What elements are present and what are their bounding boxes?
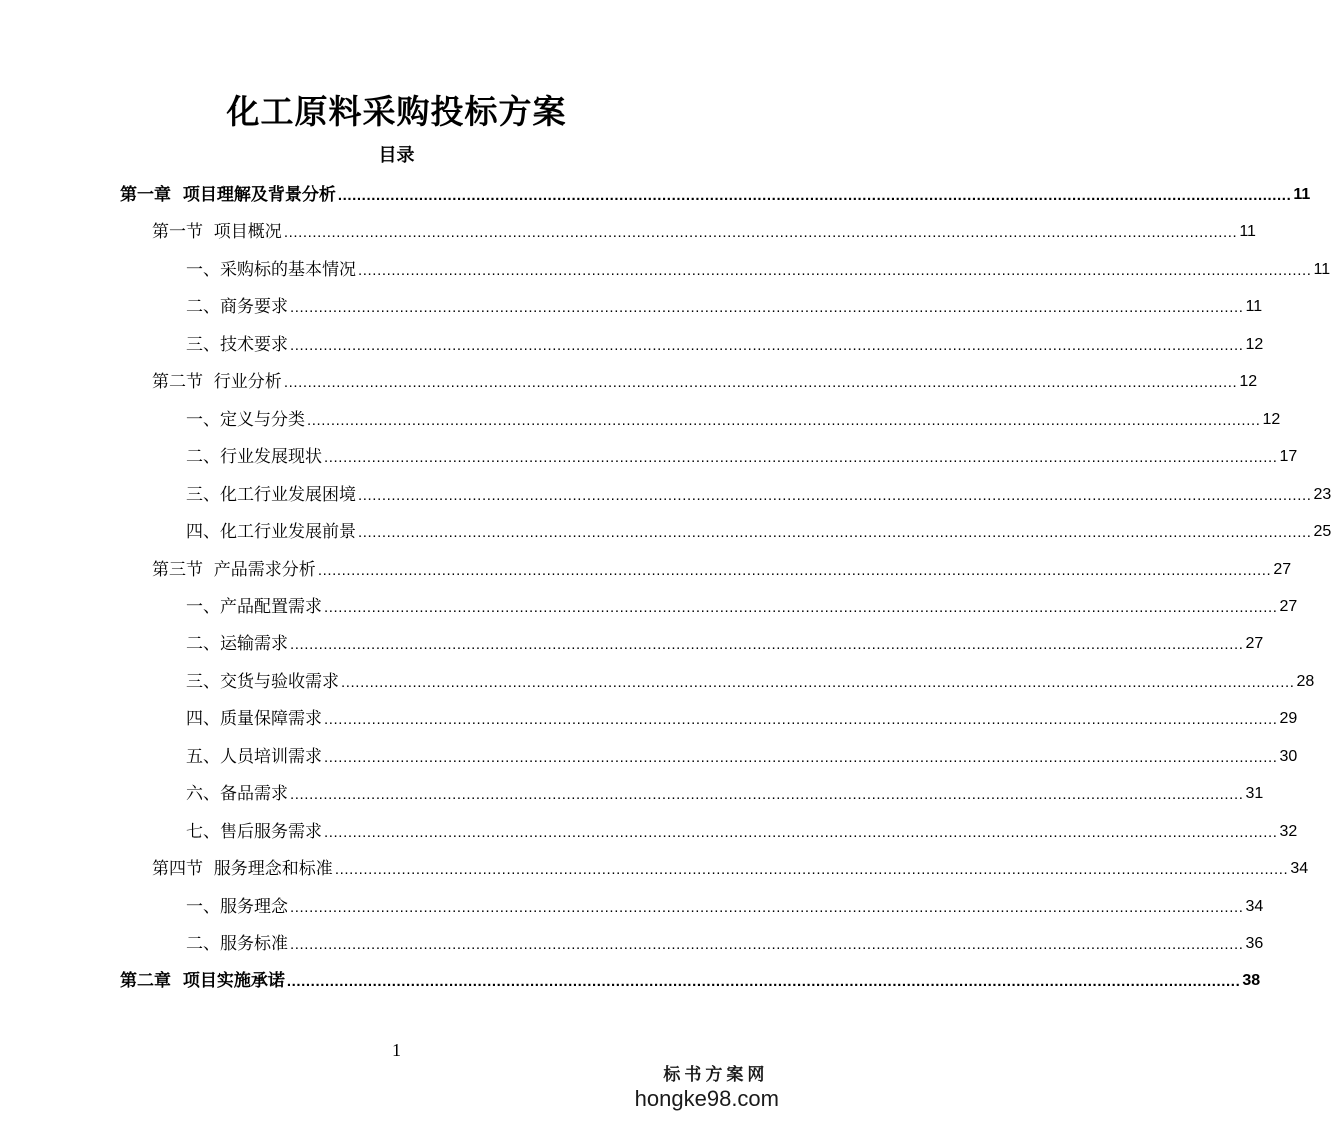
watermark-logo	[635, 1064, 779, 1112]
toc-entry-label: 四、化工行业发展前景	[186, 522, 356, 543]
toc-entry-label: 六、备品需求	[186, 784, 288, 805]
toc-leader-dots: ........................................................................................................................................................................................................	[337, 187, 1292, 204]
toc-leader-dots: ........................................................................................................................................................................................................	[283, 374, 1238, 392]
toc-entry-label: 一、采购标的基本情况	[186, 259, 356, 280]
toc-entry-section[interactable]	[152, 363, 1258, 393]
toc-leader-dots: ........................................................................................................................................................................................................	[324, 748, 1278, 766]
toc-entry-page: 27	[1279, 597, 1298, 615]
toc-leader-dots: ........................................................................................................................................................................................................	[290, 786, 1244, 804]
toc-entry-item[interactable]	[186, 625, 1264, 655]
toc-entry-page: 11	[1245, 298, 1263, 316]
toc-entry-item[interactable]	[186, 700, 1298, 730]
toc-entry-item[interactable]	[186, 888, 1264, 918]
toc-leader-dots: ........................................................................................................................................................................................................	[324, 823, 1278, 841]
toc-leader-dots: ........................................................................................................................................................................................................	[283, 224, 1238, 242]
toc-entry-label: 三、交货与验收需求	[186, 671, 339, 692]
page-number: 1	[392, 1040, 401, 1060]
toc-entry-section[interactable]	[152, 850, 1309, 880]
toc-entry-page: 12	[1245, 335, 1264, 353]
toc-entry-section[interactable]	[152, 213, 1256, 243]
toc-entry-page: 12	[1239, 373, 1258, 391]
toc-entry-page: 17	[1279, 448, 1298, 466]
toc-entry-label: 第三节 产品需求分析	[152, 559, 316, 580]
toc-leader-dots: ........................................................................................................................................................................................................	[334, 861, 1289, 879]
toc-entry-item[interactable]	[186, 738, 1298, 768]
toc-leader-dots: ........................................................................................................................................................................................................	[341, 673, 1295, 691]
watermark-url: hongke98.com	[634, 1086, 779, 1111]
toc-entry-label: 五、人员培训需求	[186, 746, 322, 767]
toc-entry-label: 一、定义与分类	[186, 409, 305, 430]
toc-entry-label: 二、商务要求	[186, 297, 288, 318]
toc-entry-section[interactable]	[152, 551, 1292, 581]
toc-entry-page: 30	[1279, 747, 1298, 765]
toc-entry-page: 28	[1296, 672, 1315, 690]
document-title: 化工原料采购投标方案	[226, 92, 567, 131]
toc-leader-dots: ........................................................................................................................................................................................................	[290, 336, 1244, 354]
toc-entry-label: 一、产品配置需求	[186, 596, 322, 617]
toc-leader-dots: ........................................................................................................................................................................................................	[358, 486, 1312, 504]
toc-leader-dots: ........................................................................................................................................................................................................	[358, 524, 1312, 542]
toc-entry-label: 二、行业发展现状	[186, 447, 322, 468]
toc-entry-item[interactable]	[186, 925, 1264, 955]
watermark-site-name: 标书方案网	[663, 1065, 769, 1085]
toc-entry-item[interactable]	[186, 251, 1331, 281]
toc-leader-dots: ........................................................................................................................................................................................................	[290, 299, 1244, 317]
toc-entry-label: 第二章 项目实施承诺	[120, 971, 285, 992]
toc-entry-label: 三、化工行业发展困境	[186, 484, 356, 505]
toc-entry-item[interactable]	[186, 476, 1331, 506]
toc-entry-page: 34	[1290, 860, 1309, 878]
toc-entry-chapter[interactable]	[120, 962, 1261, 992]
toc-leader-dots: ........................................................................................................................................................................................................	[290, 636, 1244, 654]
toc-entry-label: 七、售后服务需求	[186, 821, 322, 842]
toc-entry-page: 32	[1279, 822, 1298, 840]
toc-entry-item[interactable]	[186, 288, 1263, 318]
toc-entry-page: 11	[1293, 186, 1311, 203]
toc-entry-page: 27	[1273, 560, 1292, 578]
toc-entry-label: 一、服务理念	[186, 896, 288, 917]
toc-entry-item[interactable]	[186, 588, 1298, 618]
toc-entry-label: 三、技术要求	[186, 334, 288, 355]
toc-leader-dots: ........................................................................................................................................................................................................	[324, 449, 1278, 467]
toc-leader-dots: ........................................................................................................................................................................................................	[317, 561, 1272, 579]
toc-entry-page: 11	[1313, 260, 1331, 278]
toc-entry-item[interactable]	[186, 438, 1298, 468]
toc-leader-dots: ........................................................................................................................................................................................................	[290, 898, 1244, 916]
toc-entry-chapter[interactable]	[120, 176, 1311, 206]
toc-entry-item[interactable]	[186, 326, 1264, 356]
toc-entry-label: 第二节 行业分析	[152, 372, 282, 393]
toc-entry-label: 二、服务标准	[186, 934, 288, 954]
toc-entry-label: 第一节 项目概况	[152, 222, 282, 243]
toc-leader-dots: ........................................................................................................................................................................................................	[324, 711, 1278, 729]
toc-entry-item[interactable]	[186, 813, 1298, 843]
toc-entry-label: 二、运输需求	[186, 634, 288, 655]
toc-entry-page: 23	[1313, 485, 1331, 503]
toc-entry-page: 27	[1245, 635, 1264, 653]
toc-entry-page: 12	[1262, 410, 1281, 428]
toc-entry-label: 第四节 服务理念和标准	[152, 859, 333, 880]
toc-entry-label: 第一章 项目理解及背景分析	[120, 185, 336, 205]
toc-entry-page: 38	[1242, 972, 1261, 990]
toc-entry-item[interactable]	[186, 775, 1264, 805]
toc-entry-label: 四、质量保障需求	[186, 709, 322, 730]
toc-entry-page: 25	[1313, 523, 1331, 541]
toc-entry-page: 29	[1279, 710, 1298, 728]
toc-leader-dots: ........................................................................................................................................................................................................	[358, 261, 1312, 279]
toc-leader-dots: ........................................................................................................................................................................................................	[286, 973, 1241, 991]
toc-leader-dots: ........................................................................................................................................................................................................	[324, 598, 1278, 616]
toc-heading: 目录	[378, 145, 415, 166]
toc-entry-item[interactable]	[186, 513, 1331, 543]
toc-entry-page: 31	[1245, 785, 1264, 803]
toc-entry-page: 11	[1239, 223, 1256, 241]
toc-entry-page: 34	[1245, 897, 1264, 915]
toc-leader-dots: ........................................................................................................................................................................................................	[307, 411, 1261, 429]
toc-leader-dots: ........................................................................................................................................................................................................	[290, 936, 1244, 953]
toc-entry-item[interactable]	[186, 663, 1315, 693]
toc-entry-page: 36	[1245, 935, 1264, 952]
toc-entry-item[interactable]	[186, 401, 1281, 431]
